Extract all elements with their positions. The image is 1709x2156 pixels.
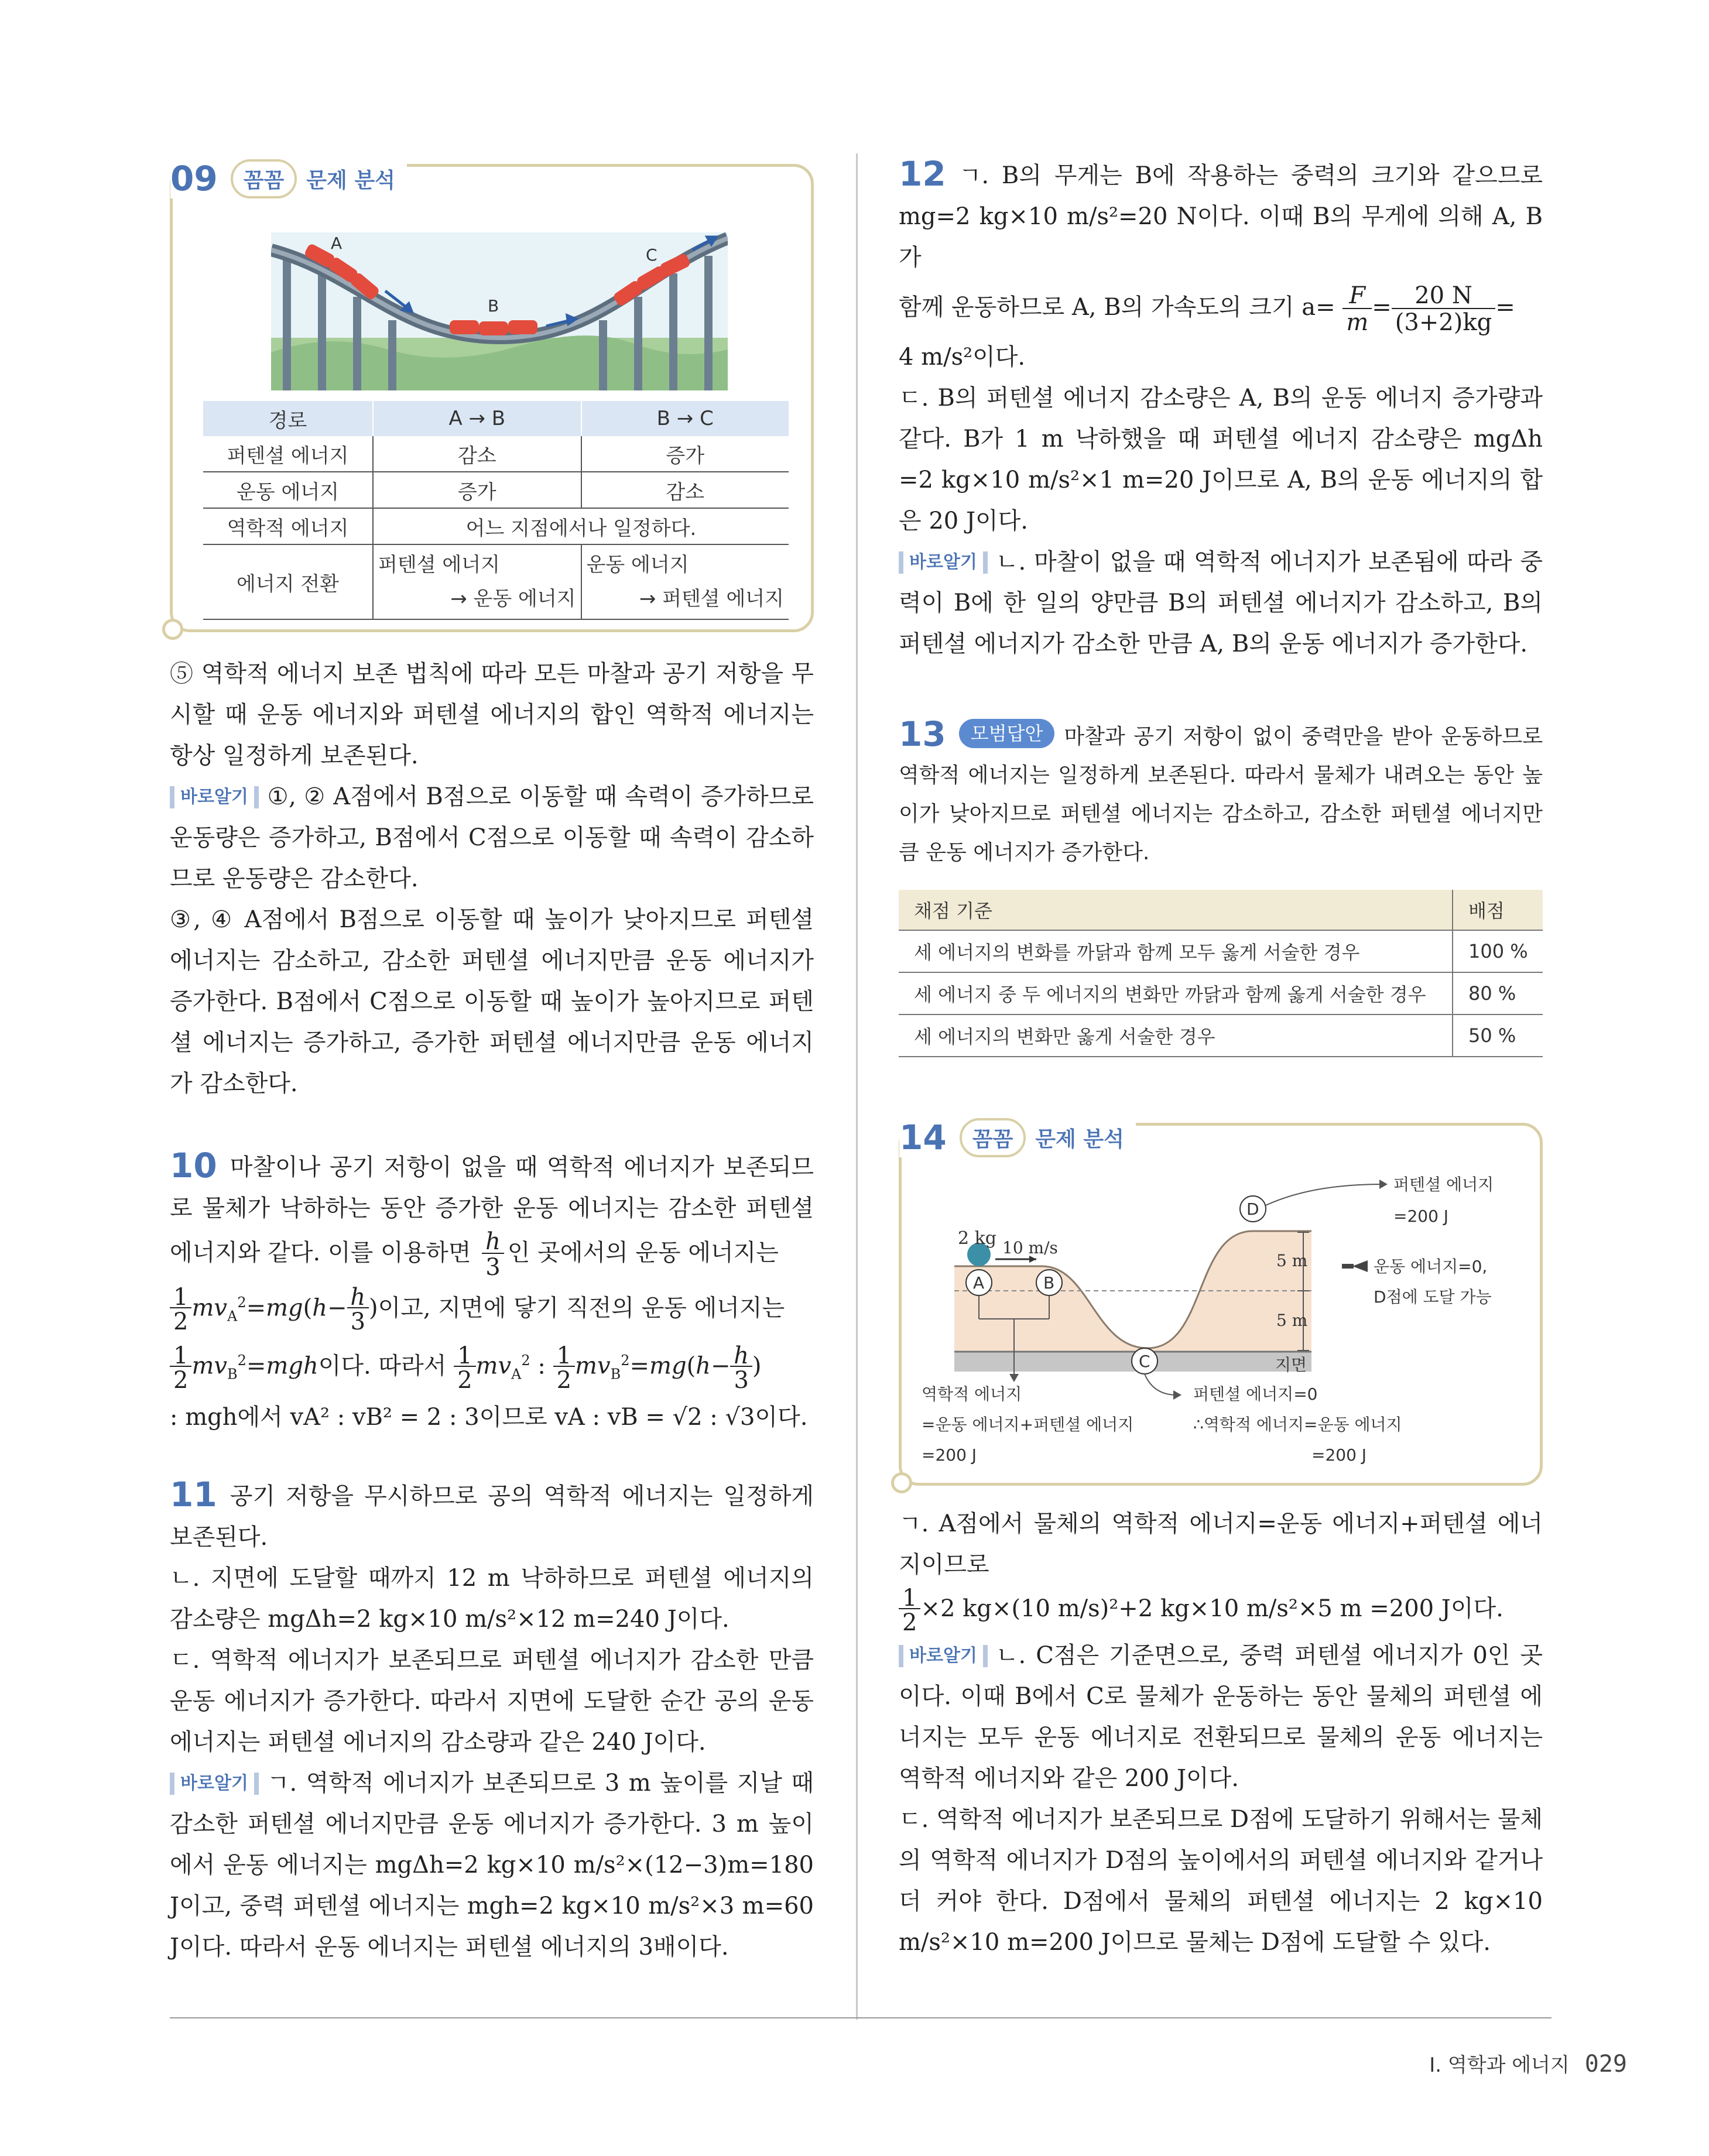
table-cell: 어느 지점에서나 일정하다. (373, 508, 789, 544)
diagram-label-c: C (646, 245, 657, 265)
table-row (203, 436, 789, 472)
q09-title: 문제 분석 (306, 168, 395, 193)
q14-text: ×2 kg×(10 m/s)²+2 kg×10 m/s²×5 m =200 J이다. (920, 1595, 1503, 1622)
fraction-f-over-m: $\frac{F}{m}$ (1342, 282, 1372, 336)
q12-paragraph (899, 153, 1543, 278)
q11-paragraph (170, 1474, 814, 1558)
table-cell: 퍼텐셜 에너지 (203, 436, 373, 472)
q14-paragraph: ㄱ. A점에서 물체의 역학적 에너지=운동 에너지+퍼텐셜 에너지이므로 (899, 1510, 1543, 1578)
q12-number: 12 (899, 154, 946, 194)
q09-explanation (170, 653, 814, 1104)
c-note: 퍼텐셜 에너지=0 (1193, 1384, 1318, 1404)
conversion-text: → 퍼텐셜 에너지 (639, 587, 784, 611)
table-cell: 세 에너지의 변화만 옳게 서술한 경우 (899, 1014, 1453, 1057)
table-header-cell: 채점 기준 (899, 890, 1453, 930)
q10-text: 인 곳에서의 운동 에너지는 (507, 1239, 779, 1266)
table-cell: 100 % (1453, 930, 1543, 972)
table-cell: 세 에너지의 변화를 까닭과 함께 모두 옳게 서술한 경우 (899, 930, 1453, 972)
q13-section (899, 715, 1543, 1057)
point-a-label: A (973, 1273, 985, 1293)
track-energy-diagram (902, 1149, 1540, 1477)
table-header-cell: 경로 (203, 401, 373, 436)
c-note: ∴역학적 에너지=운동 에너지 (1193, 1415, 1402, 1434)
q14-title: 문제 분석 (1035, 1127, 1124, 1151)
a-note: 역학적 에너지 (922, 1384, 1022, 1404)
q11-paragraph: ㄷ. 역학적 에너지가 보존되므로 퍼텐셜 에너지가 감소한 만큼 운동 에너지가 증가한다. 따라서 지면에 도달한 순간 공의 운동 에너지는 퍼텐셜 에너지의 감소량과 같은 240 J이다. (170, 1646, 814, 1756)
q10-text: 이고, 지면에 닿기 직전의 운동 에너지는 (378, 1294, 785, 1322)
q10-conclusion: : mgh에서 vA² : vB² = 2 : 3이므로 vA : vB = √2 : √3이다. (170, 1403, 808, 1431)
q09-paragraph: ⑤ 역학적 에너지 보존 법칙에 따라 모든 마찰과 공기 저항을 무시할 때 운동 에너지와 퍼텐셜 에너지의 합인 역학적 에너지는 항상 일정하게 보존된다. (170, 660, 814, 769)
correction-tag: 바로알기 (170, 786, 259, 808)
q13-paragraph (899, 715, 1543, 872)
q13-number: 13 (899, 714, 946, 754)
point-c-label: C (1139, 1352, 1150, 1371)
q11-paragraph (170, 1763, 814, 1968)
table-cell (373, 544, 581, 619)
q14-analysis-box (899, 1118, 1543, 1486)
q11-text: 공기 저항을 무시하므로 공의 역학적 에너지는 일정하게 보존된다. (170, 1482, 814, 1551)
table-header-cell: B → C (581, 401, 789, 436)
a-note: =200 J (922, 1445, 977, 1465)
q12-text: ㄱ. B의 무게는 B에 작용하는 중력의 크기와 같으므로 mg=2 kg×10 m/s²=20 N이다. 이때 B의 무게에 의해 A, B가 (899, 162, 1543, 271)
table-header-row (899, 890, 1543, 930)
table-cell: 감소 (581, 472, 789, 508)
q10-text: 이다. 따라서 (318, 1352, 447, 1380)
column-divider (856, 153, 858, 2020)
q11-number: 11 (170, 1474, 217, 1514)
correction-tag: 바로알기 (899, 1645, 988, 1667)
table-row (899, 930, 1543, 972)
table-row (203, 472, 789, 508)
grading-table (899, 890, 1543, 1057)
table-cell: 50 % (1453, 1014, 1543, 1057)
box-knob (162, 619, 183, 640)
left-column (170, 153, 814, 1968)
q14-text: ㄴ. C점은 기준면으로, 중력 퍼텐셜 에너지가 0인 곳이다. 이때 B에서 C로 물체가 운동하는 동안 물체의 퍼텐셜 에너지는 모두 운동 에너지로 전환되므로 물체의 운동 에너지는 역학적 에너지와 같은 200 J이다. (899, 1642, 1543, 1792)
page-footer (1429, 2049, 1627, 2078)
q10-equation-line: 1 $2mv_B^2=mgh$이다. 따라서 1 $2mv_A^2$ : 1 $2mv_B^2=mg(h-\frac{h}{3})$ (170, 1338, 814, 1396)
fraction-one-half: 1 2 (170, 1285, 191, 1334)
roller-coaster-diagram (271, 232, 728, 390)
table-row (203, 544, 789, 619)
model-answer-badge: 모범답안 (959, 719, 1055, 748)
conversion-text: → 운동 에너지 (450, 587, 576, 611)
ground-label: 지면 (1275, 1355, 1307, 1375)
q11-paragraph: ㄴ. 지면에 도달할 때까지 12 m 낙하하므로 퍼텐셜 에너지의 감소량은 mgΔh=2 kg×10 m/s²×12 m=240 J이다. (170, 1564, 814, 1633)
table-cell: 역학적 에너지 (203, 508, 373, 544)
q12-section (899, 153, 1543, 664)
d-note: =200 J (1393, 1206, 1449, 1226)
q12-text: ㄴ. 마찰이 없을 때 역학적 에너지가 보존됨에 따라 중력이 B에 한 일의 양만큼 B의 퍼텐셜 에너지가 감소하고, B의 퍼텐셜 에너지가 감소한 만큼 A, B의 운동 에너지가 증가한다. (899, 549, 1543, 657)
table-cell: 운동 에너지 (203, 472, 373, 508)
fraction-20n-over-5kg: 20 N (3+2)kg (1392, 282, 1495, 336)
height-label-lower: 5 m (1276, 1311, 1308, 1330)
c-note: =200 J (1311, 1445, 1367, 1465)
table-cell (581, 544, 789, 619)
q14-explanation (899, 1503, 1543, 1963)
q09-paragraph: ③, ④ A점에서 B점으로 이동할 때 높이가 낮아지므로 퍼텐셜 에너지는 감소하고, 감소한 퍼텐셜 에너지만큼 운동 에너지가 증가한다. B점에서 C점으로 이동할 때 높이가 높아지므로 퍼텐셜 에너지는 증가하고, 증가한 퍼텐셜 에너지만큼 운동 에너지가 감소한다. (170, 906, 814, 1097)
table-header-cell: A → B (373, 401, 581, 436)
q10-paragraph (170, 1145, 814, 1280)
q11-section (170, 1474, 814, 1968)
conversion-text: 운동 에너지 (586, 553, 689, 577)
q14-equation-line (899, 1585, 1543, 1635)
q09-badge: 꼼꼼 (231, 159, 297, 198)
table-row (899, 1014, 1543, 1057)
diagram-label-a: A (331, 234, 343, 253)
table-cell: 감소 (373, 436, 581, 472)
footer-rule (170, 2017, 1552, 2018)
q12-paragraph (899, 541, 1543, 664)
box-knob (891, 1472, 912, 1493)
a-note: =운동 에너지+퍼텐셜 에너지 (922, 1415, 1134, 1434)
table-cell: 80 % (1453, 972, 1543, 1014)
correction-tag: 바로알기 (899, 551, 988, 574)
q09-analysis-box (170, 159, 814, 632)
q14-paragraph: ㄷ. 역학적 에너지가 보존되므로 D점에 도달하기 위해서는 물체의 역학적 에너지가 D점의 높이에서의 퍼텐셜 에너지와 같거나 더 커야 한다. D점에서 물체의 퍼텐셜 에너지는 2 kg×10 m/s²×10 m=200 J이므로 물체는 D점에 도달할 수 있다. (899, 1806, 1543, 1956)
table-cell: 세 에너지 중 두 에너지의 변화만 까닭과 함께 옳게 서술한 경우 (899, 972, 1453, 1014)
q10-section (170, 1145, 814, 1438)
mass-label: 2 kg (958, 1228, 997, 1249)
speed-label: 10 m/s (1002, 1238, 1058, 1257)
q09-paragraph (170, 776, 814, 899)
q14-paragraph (899, 1635, 1543, 1799)
fraction-h-over-3: $\frac{h}{3}$ (482, 1229, 504, 1280)
table-cell: 증가 (373, 472, 581, 508)
q10-number: 10 (170, 1146, 217, 1185)
q09-number: 09 (170, 159, 218, 198)
d-note: D점에 도달 가능 (1374, 1287, 1492, 1307)
table-header-cell: 배점 (1453, 890, 1543, 930)
q12-paragraph: 4 m/s²이다. (899, 344, 1026, 371)
d-note: 퍼텐셜 에너지 (1393, 1175, 1494, 1194)
right-column (899, 153, 1543, 1963)
q10-equation-line: 1 $2mv_A^2=mg(h-\frac{h}{3})$이고, 지면에 닿기 직전의 운동 에너지는 (170, 1280, 814, 1338)
q12-acceleration-line: 함께 운동하므로 A, B의 가속도의 크기 $a= \frac{F}{m}= 20$ N (3+2)kg= (899, 282, 1515, 336)
correction-tag: 바로알기 (170, 1773, 259, 1795)
table-cell: 에너지 전환 (203, 544, 373, 619)
q09-header (170, 159, 407, 198)
point-d-label: D (1246, 1199, 1259, 1219)
point-b-label: B (1043, 1273, 1055, 1293)
chapter-label: Ⅰ. 역학과 에너지 (1429, 2054, 1570, 2077)
height-label-upper: 5 m (1276, 1251, 1308, 1270)
table-header-row (203, 401, 789, 436)
table-cell: 증가 (581, 436, 789, 472)
q10-text: 마찰이나 공기 저항이 없을 때 역학적 에너지가 보존되므로 물체가 낙하하는 동안 증가한 운동 에너지는 감소한 퍼텐셜 에너지와 같다. 이를 이용하면 (170, 1154, 814, 1266)
fraction-one-half: 1 2 (899, 1586, 920, 1635)
q09-energy-table (203, 401, 789, 620)
diagram-label-b: B (488, 296, 499, 316)
d-note: 운동 에너지=0, (1374, 1257, 1488, 1276)
page-number: 029 (1584, 2051, 1627, 2078)
table-row (203, 508, 789, 544)
q12-paragraph: ㄷ. B의 퍼텐셜 에너지 감소량은 A, B의 운동 에너지 증가량과 같다. B가 1 m 낙하했을 때 퍼텐셜 에너지 감소량은 mgΔh =2 kg×10 m/s²×1 m=20 J이므로 A, B의 운동 에너지의 합은 20 J이다. (899, 385, 1543, 534)
table-row (899, 972, 1543, 1014)
conversion-text: 퍼텐셜 에너지 (378, 553, 500, 577)
q12-text: 함께 운동하므로 A, B의 가속도의 크기 a= (899, 294, 1335, 321)
q14-badge: 꼼꼼 (960, 1118, 1026, 1157)
q11-text: ㄱ. 역학적 에너지가 보존되므로 3 m 높이를 지날 때 감소한 퍼텐셜 에너지만큼 운동 에너지가 증가한다. 3 m 높이에서 운동 에너지는 mgΔh=2 kg×10 m/s²×(12−3)m=180 J이고, 중력 퍼텐셜 에너지는 mgh=2 kg×10 m/s²×3 m=60 J이다. 따라서 운동 에너지는 퍼텐셜 에너지의 3배이다. (170, 1769, 814, 1960)
q14-number: 14 (899, 1118, 947, 1157)
q13-text: 마찰과 공기 저항이 없이 중력만을 받아 운동하므로 역학적 에너지는 일정하게 보존된다. 따라서 물체가 내려오는 동안 높이가 낮아지므로 퍼텐셜 에너지는 감소하고, 감소한 퍼텐셜 에너지만큼 운동 에너지가 증가한다. (899, 725, 1543, 865)
q09-text: ①, ② A점에서 B점으로 이동할 때 속력이 증가하므로 운동량은 증가하고, B점에서 C점으로 이동할 때 속력이 감소하므로 운동량은 감소한다. (170, 783, 814, 892)
